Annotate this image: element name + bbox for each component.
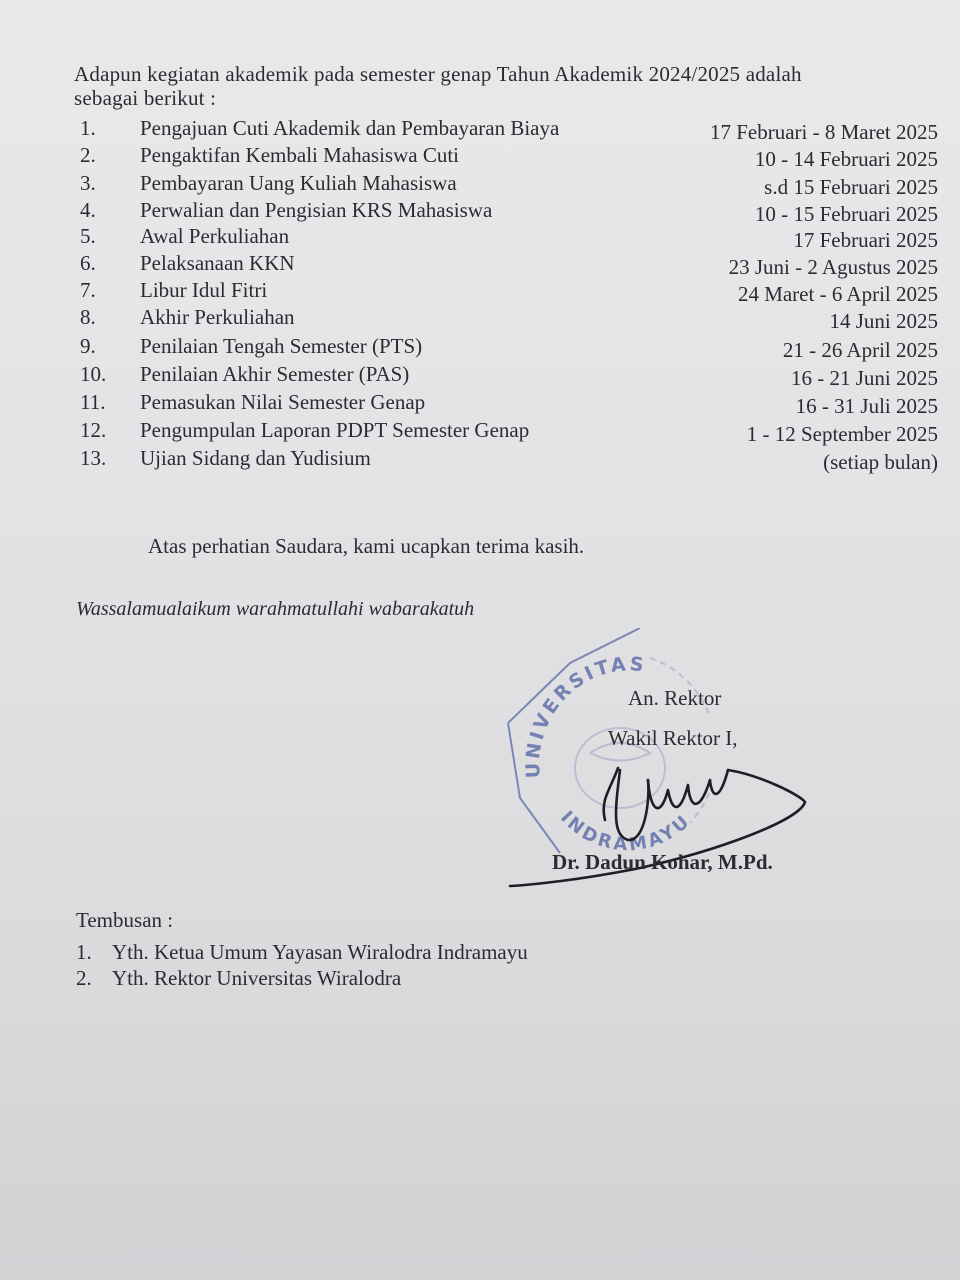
- schedule-date: 14 Juni 2025: [829, 309, 938, 333]
- closing-salutation: Wassalamualaikum warahmatullahi wabarakatuh: [76, 598, 475, 620]
- schedule-number: 4.: [80, 198, 96, 222]
- schedule-number: 8.: [80, 305, 96, 329]
- cc-item-text: Yth. Ketua Umum Yayasan Wiralodra Indramayu: [112, 940, 528, 964]
- schedule-activity: Penilaian Tengah Semester (PTS): [140, 334, 423, 358]
- cc-item: [76, 966, 401, 991]
- schedule-date: 16 - 31 Juli 2025: [795, 394, 938, 418]
- schedule-date: 10 - 14 Februari 2025: [754, 147, 938, 171]
- schedule-number: 9.: [80, 334, 96, 358]
- schedule-activity: Pengumpulan Laporan PDPT Semester Genap: [140, 418, 530, 442]
- schedule-activity: Awal Perkuliahan: [140, 224, 290, 248]
- cc-item-number: 1.: [76, 940, 92, 964]
- schedule-row: [0, 305, 960, 333]
- schedule-date: 23 Juni - 2 Agustus 2025: [728, 255, 938, 279]
- cc-item-number: 2.: [76, 966, 92, 990]
- schedule-row: [0, 278, 960, 306]
- schedule-number: 11.: [80, 390, 106, 414]
- cc-item: [76, 940, 528, 965]
- schedule-activity: Pelaksanaan KKN: [140, 251, 295, 275]
- stamp-text-top: UNIVERSITAS: [521, 653, 648, 779]
- schedule-activity: Pemasukan Nilai Semester Genap: [140, 390, 426, 414]
- schedule-number: 13.: [80, 446, 107, 470]
- schedule-date: (setiap bulan): [823, 450, 938, 474]
- schedule-row: [0, 418, 960, 446]
- schedule-row: [0, 446, 960, 474]
- stamp-text-bottom: INDRAMAYU: [556, 807, 696, 856]
- schedule-number: 5.: [80, 224, 96, 248]
- schedule-date: s.d 15 Februari 2025: [764, 175, 938, 199]
- schedule-number: 7.: [80, 278, 96, 302]
- schedule-activity: Libur Idul Fitri: [140, 278, 268, 302]
- schedule-row: [0, 143, 960, 171]
- schedule-number: 12.: [80, 418, 107, 442]
- schedule-date: 1 - 12 September 2025: [746, 422, 938, 446]
- schedule-activity: Akhir Perkuliahan: [140, 305, 295, 329]
- schedule-number: 3.: [80, 171, 96, 195]
- schedule-number: 1.: [80, 116, 96, 140]
- handwritten-signature: [500, 740, 820, 900]
- signatory-name: Dr. Dadun Kohar, M.Pd.: [552, 850, 773, 874]
- schedule-row: [0, 116, 960, 144]
- schedule-date: 24 Maret - 6 April 2025: [737, 282, 938, 306]
- schedule-activity: Penilaian Akhir Semester (PAS): [140, 362, 410, 386]
- schedule-row: [0, 251, 960, 279]
- schedule-number: 6.: [80, 251, 96, 275]
- signatory-title-2: Wakil Rektor I,: [608, 726, 738, 750]
- schedule-row: [0, 224, 960, 252]
- signatory-title-1: An. Rektor: [628, 686, 722, 710]
- schedule-activity: Perwalian dan Pengisian KRS Mahasiswa: [140, 198, 493, 222]
- schedule-row: [0, 198, 960, 226]
- schedule-row: [0, 171, 960, 199]
- schedule-activity: Ujian Sidang dan Yudisium: [140, 446, 371, 470]
- schedule-row: [0, 362, 960, 390]
- schedule-activity: Pengaktifan Kembali Mahasiswa Cuti: [140, 143, 460, 167]
- intro-line-1: Adapun kegiatan akademik pada semester genap Tahun Akademik 2024/2025 adalah: [74, 62, 802, 86]
- schedule-number: 2.: [80, 143, 96, 167]
- intro-line-2: sebagai berikut :: [74, 86, 217, 110]
- thanks-text: Atas perhatian Saudara, kami ucapkan terima kasih.: [148, 534, 585, 558]
- schedule-date: 17 Februari 2025: [793, 228, 938, 252]
- schedule-date: 17 Februari - 8 Maret 2025: [709, 120, 938, 144]
- schedule-activity: Pembayaran Uang Kuliah Mahasiswa: [140, 171, 457, 195]
- schedule-date: 21 - 26 April 2025: [782, 338, 938, 362]
- schedule-row: [0, 390, 960, 418]
- cc-item-text: Yth. Rektor Universitas Wiralodra: [112, 966, 402, 990]
- schedule-date: 16 - 21 Juni 2025: [791, 366, 938, 390]
- schedule-date: 10 - 15 Februari 2025: [754, 202, 938, 226]
- schedule-activity: Pengajuan Cuti Akademik dan Pembayaran Biaya: [140, 116, 560, 140]
- schedule-number: 10.: [80, 362, 107, 386]
- intro-paragraph: [74, 62, 934, 110]
- schedule-row: [0, 334, 960, 362]
- cc-heading: Tembusan :: [76, 908, 174, 932]
